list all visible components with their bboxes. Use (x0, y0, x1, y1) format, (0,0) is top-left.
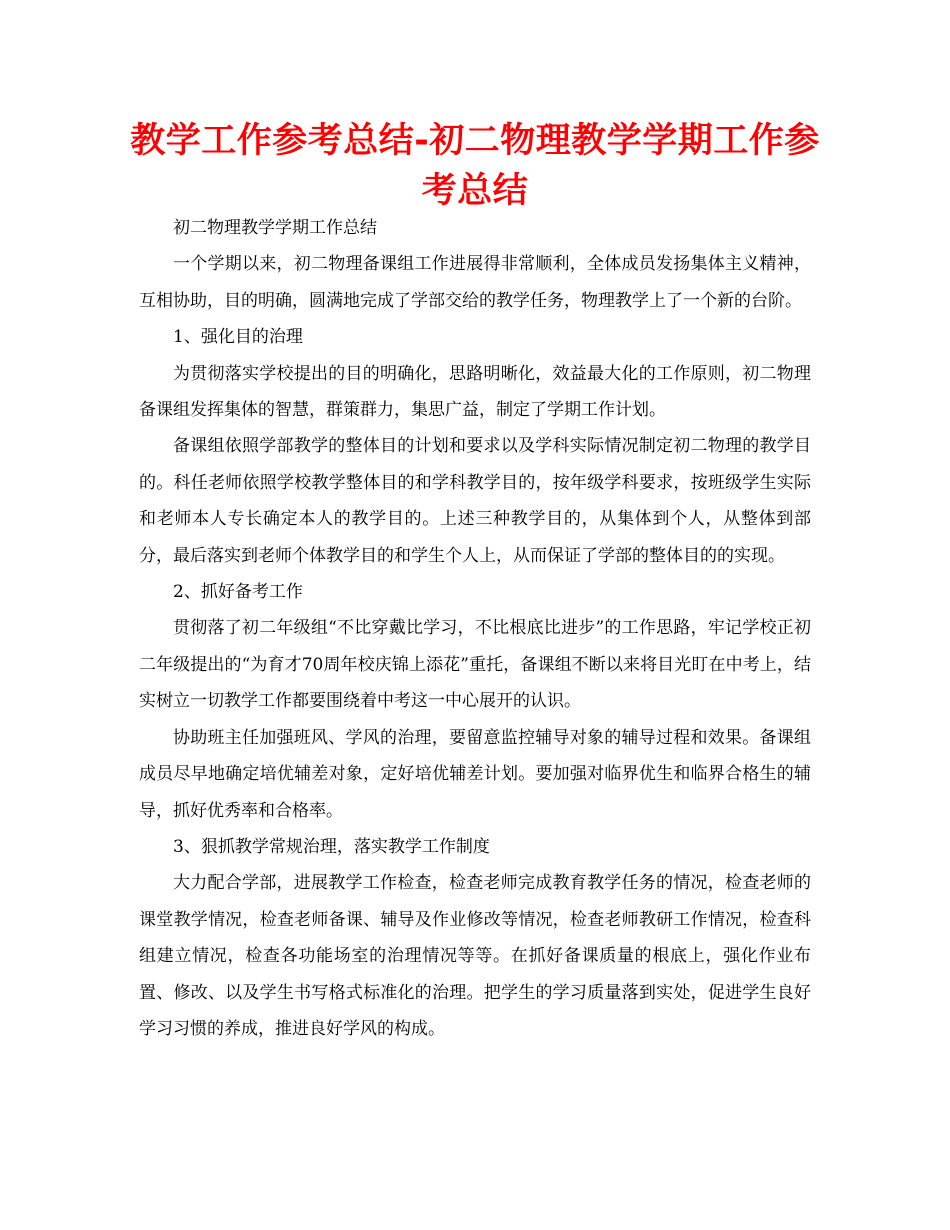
document-title: 教学工作参考总结-初二物理教学学期工作参考总结 (130, 121, 820, 211)
section-heading-2: 2、抓好备考工作 (173, 582, 303, 603)
paragraph: 贯彻落了初二年级组“不比穿戴比学习，不比根底比进步”的工作思路，牢记学校正初二年级提出的“为育才70周年校庆锦上添花”重托，备课组不断以来将目光盯在中考上，结实树立一切教学工作都要围绕着中考这一中心展开的认识。 (139, 618, 811, 712)
paragraph-subtitle: 初二物理教学学期工作总结 (173, 218, 377, 238)
paragraph: 备课组依照学部教学的整体目的计划和要求以及学科实际情况制定初二物理的教学目的。科任老师依照学校教学整体目的和学科教学目的，按年级学科要求，按班级学生实际和老师本人专长确定本人的教学目的。上述三种教学目的，从集体到个人，从整体到部分，最后落实到老师个体教学目的和学生个人上，从而保证了学部的整体目的的实现。 (139, 436, 811, 566)
paragraph: 协助班主任加强班风、学风的治理，要留意监控辅导对象的辅导过程和效果。备课组成员尽早地确定培优辅差对象，定好培优辅差计划。要加强对临界优生和临界合格生的辅导，抓好优秀率和合格率。 (139, 727, 811, 821)
paragraph: 大力配合学部，进展教学工作检查，检查老师完成教育教学任务的情况，检查老师的课堂教学情况，检查老师备课、辅导及作业修改等情况，检查老师教研工作情况，检查科组建立情况，检查各功能场室的治理情况等等。在抓好备课质量的根底上，强化作业布置、修改、以及学生书写格式标准化的治理。把学生的学习质量落到实处，促进学生良好学习习惯的养成，推进良好学风的构成。 (139, 873, 811, 1039)
paragraph: 为贯彻落实学校提出的目的明确化，思路明晰化，效益最大化的工作原则，初二物理备课组发挥集体的智慧，群策群力，集思广益，制定了学期工作计划。 (139, 363, 811, 421)
section-heading-1: 1、强化目的治理 (173, 327, 303, 348)
document-body (139, 210, 811, 1047)
paragraph-intro: 一个学期以来，初二物理备课组工作进展得非常顺利，全体成员发扬集体主义精神，互相协助，目的明确，圆满地完成了学部交给的教学任务，物理教学上了一个新的台阶。 (139, 254, 811, 311)
section-heading-3: 3、狠抓教学常规治理，落实教学工作制度 (173, 836, 490, 857)
